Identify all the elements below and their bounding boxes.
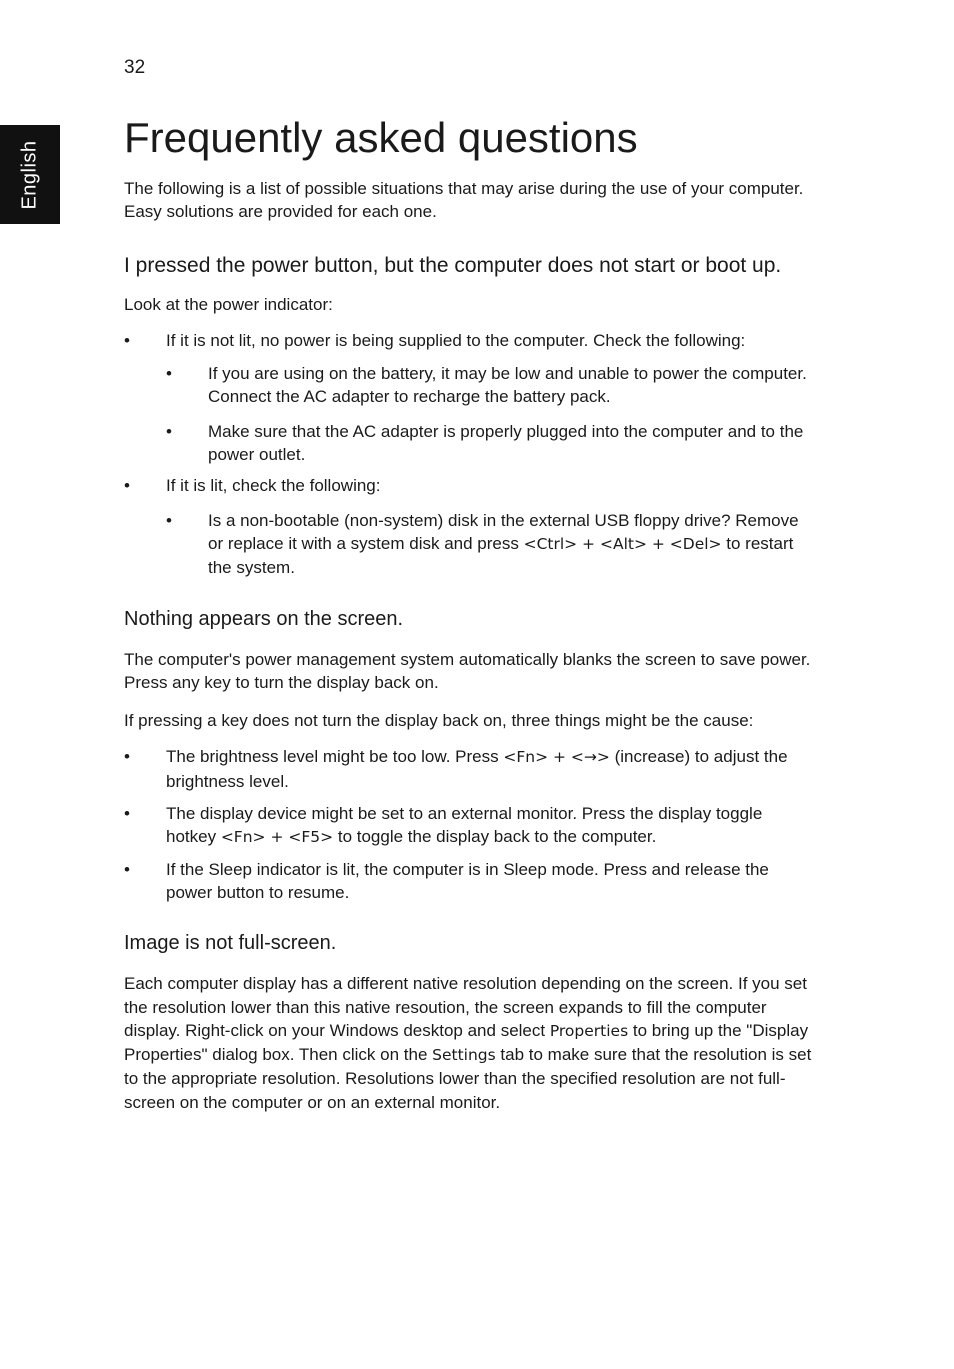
restart-key-combo: <Ctrl> + <Alt> + <Del> [523,534,722,553]
bullet-marker: • [166,364,172,384]
bullet-marker: • [124,747,130,767]
power-sublist [166,362,814,466]
list-item [124,745,814,793]
list-item-text: Make sure that the AC adapter is properly plugged into the computer and to the power outlet. [208,421,804,465]
no-display-paragraph-1: The computer's power management system automatically blanks the screen to save power. Press any key to turn the display back on. [124,649,811,692]
intro-paragraph: The following is a list of possible situations that may arise during the use of your computer. Easy solutions are provided for each one. [124,179,804,222]
list-item [166,362,814,409]
bullet-marker: • [124,476,130,496]
list-item [124,474,814,579]
bullet-marker: • [166,421,172,441]
list-item [166,509,814,580]
language-side-tab [0,125,60,224]
list-item-text: If you are using on the battery, it may be low and unable to power the computer. Connect the AC adapter to recharge the battery pack. [208,364,807,407]
page-number: 32 [124,57,146,78]
bullet-marker: • [124,804,130,824]
lit-sublist [166,509,814,580]
power-lead-text: Look at the power indicator: [124,294,333,314]
not-fullscreen-paragraph [124,972,814,1114]
brightness-key-combo: <Fn> + <→> [503,748,610,767]
paragraph-text: Each computer display has a different native resolution depending on the screen. If you set the resolution lower than this native resoution, the screen expands to fill the computer display. Right-click on your Windows desktop and select [124,974,807,1040]
no-display-bullet-list [124,745,814,904]
list-item-text: If it is lit, check the following: [166,476,381,496]
list-item-text: to toggle the display back to the computer. [333,827,657,847]
question-heading-no-display: Nothing appears on the screen. [124,607,404,630]
list-item-text: Is a non-bootable (non-system) disk in the external USB floppy drive? Remove or replace it with a system disk and press [208,510,799,553]
list-item-text: (increase) to adjust the brightness level. [166,747,788,791]
list-item [124,329,814,466]
settings-tab-term: Settings [432,1046,496,1065]
bullet-marker: • [124,859,130,879]
power-bullet-list [124,329,814,580]
list-item [124,802,814,850]
list-item-text: The display device might be set to an external monitor. Press the display toggle hotkey [166,804,763,847]
question-heading-power: I pressed the power button, but the computer does not start or boot up. [124,253,782,277]
paragraph-text: to bring up the "Display Properties" dialog box. Then click on the [124,1020,809,1065]
page-content [124,112,814,1114]
list-item-text: If it is not lit, no power is being supplied to the computer. Check the following: [166,330,746,350]
paragraph-text: tab to make sure that the resolution is set to the appropriate resolution. Resolutions lower than the specified resolution are not full-screen on the computer or on an external monitor. [124,1045,812,1112]
language-label: English [18,140,41,210]
list-item [166,420,814,467]
bullet-marker: • [166,510,172,530]
list-item-text: The brightness level might be too low. Press [166,747,504,767]
no-display-paragraph-2: If pressing a key does not turn the display back on, three things might be the cause: [124,711,754,731]
page-title: Frequently asked questions [124,114,638,161]
list-item-text: If the Sleep indicator is lit, the computer is in Sleep mode. Press and release the power button to resume. [166,859,769,902]
properties-menu-term: Properties [549,1021,629,1040]
list-item [124,858,814,905]
question-heading-not-fullscreen: Image is not full-screen. [124,932,337,955]
list-item-text: to restart the system. [208,533,794,578]
bullet-marker: • [124,330,130,350]
display-toggle-key-combo: <Fn> + <F5> [220,828,334,847]
